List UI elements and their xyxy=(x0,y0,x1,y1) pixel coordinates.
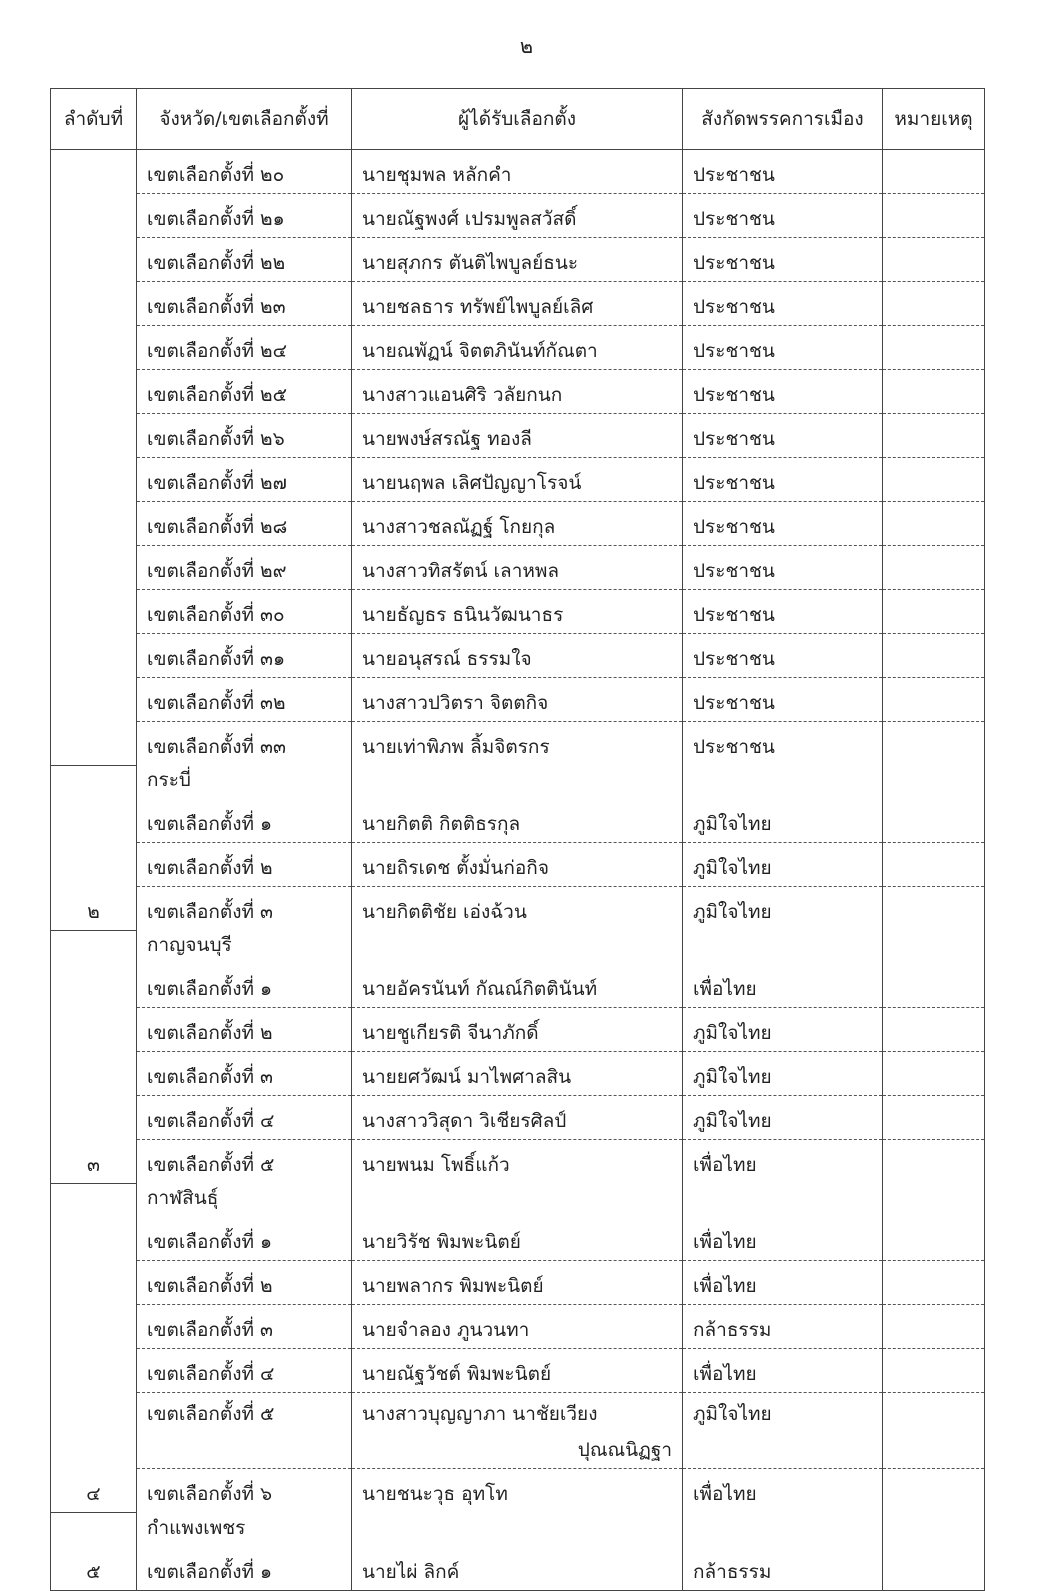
elected-name-cell xyxy=(352,238,683,282)
district-label: เขตเลือกตั้งที่ ๓๑ xyxy=(147,648,286,670)
remarks-cell xyxy=(883,458,985,502)
table-row xyxy=(51,1393,985,1469)
party-cell: ประชาชน xyxy=(683,194,883,238)
district-cell xyxy=(137,282,352,326)
order-cell xyxy=(51,150,137,766)
party-cell: ประชาชน xyxy=(683,546,883,590)
party-cell: ภูมิใจไทย xyxy=(683,887,883,931)
elected-name-cell xyxy=(352,930,683,1008)
district-label: เขตเลือกตั้งที่ ๑ xyxy=(147,1231,273,1253)
elected-name-cell xyxy=(352,1183,683,1261)
elected-name-cell xyxy=(352,634,683,678)
district-cell xyxy=(137,930,352,1008)
district-cell xyxy=(137,1512,352,1590)
district-label: เขตเลือกตั้งที่ ๒๙ xyxy=(147,560,287,582)
elected-name: นางสาวชลณัฏฐ์ โกยกุล xyxy=(362,516,556,538)
elected-name: นายชลธาร ทรัพย์ไพบูลย์เลิศ xyxy=(362,296,594,318)
party-cell: เพื่อไทย xyxy=(683,1183,883,1261)
table-row xyxy=(51,930,985,1008)
district-label: เขตเลือกตั้งที่ ๒๗ xyxy=(147,472,287,494)
district-cell xyxy=(137,678,352,722)
remarks-cell xyxy=(883,502,985,546)
remarks-cell xyxy=(883,150,985,194)
table-row xyxy=(51,1183,985,1261)
elected-name: นายณัฐพงศ์ เปรมพูลสวัสดิ์ xyxy=(362,208,577,230)
elected-name: นายกิตติชัย เอ่งฉ้วน xyxy=(362,901,527,923)
elected-name-cell xyxy=(352,1349,683,1393)
elected-name: นายชุมพล หลักคำ xyxy=(362,164,512,186)
remarks-cell xyxy=(883,414,985,458)
party-cell: ภูมิใจไทย xyxy=(683,1052,883,1096)
elected-name: นายไผ่ ลิกค์ xyxy=(362,1560,460,1583)
elected-name: นายวิรัช พิมพะนิตย์ xyxy=(362,1231,521,1253)
district-label: เขตเลือกตั้งที่ ๑ xyxy=(147,813,273,835)
district-cell xyxy=(137,458,352,502)
elected-name: นายพงษ์สรณัฐ ทองลี xyxy=(362,428,532,450)
remarks-cell xyxy=(883,326,985,370)
remarks-cell xyxy=(883,194,985,238)
elected-name: นายเท่าพิภพ ลิ้มจิตรกร xyxy=(362,736,550,758)
order-cell: ๔ xyxy=(51,1183,137,1512)
district-label: เขตเลือกตั้งที่ ๕ xyxy=(147,1403,275,1425)
elected-name: นางสาวแอนศิริ วลัยกนก xyxy=(362,384,563,406)
elected-name: นายนฤพล เลิศปัญญาโรจน์ xyxy=(362,472,582,494)
remarks-cell xyxy=(883,887,985,931)
table-row xyxy=(51,887,985,931)
remarks-cell xyxy=(883,590,985,634)
elected-name-cell xyxy=(352,1096,683,1140)
elected-name: นางสาวบุญญาภา นาชัยเวียง xyxy=(362,1403,598,1425)
header-province-district: จังหวัด/เขตเลือกตั้งที่ xyxy=(137,89,352,150)
district-cell xyxy=(137,1349,352,1393)
table-row xyxy=(51,414,985,458)
remarks-cell xyxy=(883,546,985,590)
elected-name-cell xyxy=(352,678,683,722)
district-label: เขตเลือกตั้งที่ ๓๓ xyxy=(147,736,287,758)
elected-name: นางสาววิสุดา วิเชียรศิลป์ xyxy=(362,1110,567,1132)
elected-name: นายสุภกร ตันติไพบูลย์ธนะ xyxy=(362,252,579,274)
district-cell xyxy=(137,722,352,766)
party-cell: ภูมิใจไทย xyxy=(683,843,883,887)
party-cell: กล้าธรรม xyxy=(683,1305,883,1349)
remarks-cell xyxy=(883,843,985,887)
remarks-cell xyxy=(883,1469,985,1513)
elected-name: นายชนะวุธ อุทโท xyxy=(362,1483,508,1505)
table-row xyxy=(51,238,985,282)
district-label: เขตเลือกตั้งที่ ๔ xyxy=(147,1110,275,1132)
district-cell xyxy=(137,1140,352,1184)
party-cell: ประชาชน xyxy=(683,722,883,766)
remarks-cell xyxy=(883,238,985,282)
party-cell: ประชาชน xyxy=(683,590,883,634)
district-cell xyxy=(137,1008,352,1052)
order-cell: ๓ xyxy=(51,930,137,1183)
table-row xyxy=(51,1140,985,1184)
elected-name-cell xyxy=(352,1305,683,1349)
remarks-cell xyxy=(883,722,985,766)
table-row xyxy=(51,458,985,502)
remarks-cell xyxy=(883,282,985,326)
order-cell: ๕ xyxy=(51,1512,137,1590)
province-name: กาฬสินธุ์ xyxy=(147,1187,219,1209)
district-cell xyxy=(137,370,352,414)
district-label: เขตเลือกตั้งที่ ๒๖ xyxy=(147,428,285,450)
elected-name-line2: ปุณณนิฏฐา xyxy=(577,1439,672,1461)
district-cell xyxy=(137,1305,352,1349)
elected-name-cell xyxy=(352,1008,683,1052)
table-row xyxy=(51,1096,985,1140)
remarks-cell xyxy=(883,678,985,722)
table-row xyxy=(51,678,985,722)
elected-name-cell xyxy=(352,326,683,370)
district-cell xyxy=(137,150,352,194)
district-label: เขตเลือกตั้งที่ ๒ xyxy=(147,857,273,879)
district-cell xyxy=(137,1261,352,1305)
district-label: เขตเลือกตั้งที่ ๒๐ xyxy=(147,164,285,186)
remarks-cell xyxy=(883,765,985,843)
party-cell: ประชาชน xyxy=(683,326,883,370)
remarks-cell xyxy=(883,1393,985,1469)
elected-name: นางสาวทิสรัตน์ เลาหพล xyxy=(362,560,560,582)
district-label: เขตเลือกตั้งที่ ๒ xyxy=(147,1022,273,1044)
remarks-cell xyxy=(883,634,985,678)
district-cell xyxy=(137,238,352,282)
elected-name: นายชูเกียรติ จีนาภักดิ์ xyxy=(362,1022,539,1044)
district-cell xyxy=(137,590,352,634)
table-row xyxy=(51,194,985,238)
province-name: กำแพงเพชร xyxy=(147,1516,246,1539)
elected-name: นายอนุสรณ์ ธรรมใจ xyxy=(362,648,532,670)
district-label: เขตเลือกตั้งที่ ๒๘ xyxy=(147,516,288,538)
table-row xyxy=(51,590,985,634)
party-cell: เพื่อไทย xyxy=(683,1349,883,1393)
district-label: เขตเลือกตั้งที่ ๒ xyxy=(147,1275,273,1297)
elected-name-cell xyxy=(352,887,683,931)
table-row xyxy=(51,634,985,678)
elected-name: นายธัญธร ธนินวัฒนาธร xyxy=(362,604,564,626)
district-label: เขตเลือกตั้งที่ ๒๑ xyxy=(147,208,285,230)
elected-name-cell xyxy=(352,282,683,326)
elected-name-cell xyxy=(352,370,683,414)
district-cell xyxy=(137,1469,352,1513)
district-cell xyxy=(137,887,352,931)
table-row xyxy=(51,765,985,843)
party-cell: ประชาชน xyxy=(683,678,883,722)
table-row xyxy=(51,1512,985,1590)
district-cell xyxy=(137,1393,352,1469)
table-row xyxy=(51,150,985,194)
elected-name-cell xyxy=(352,722,683,766)
table-row xyxy=(51,326,985,370)
district-label: เขตเลือกตั้งที่ ๒๒ xyxy=(147,252,286,274)
remarks-cell xyxy=(883,370,985,414)
district-label: เขตเลือกตั้งที่ ๒๓ xyxy=(147,296,286,318)
district-label: เขตเลือกตั้งที่ ๔ xyxy=(147,1363,275,1385)
district-cell xyxy=(137,1183,352,1261)
elected-name: นายกิตติ กิตติธรกุล xyxy=(362,813,521,835)
table-row xyxy=(51,546,985,590)
elected-name: นายจำลอง ภูนวนทา xyxy=(362,1319,530,1341)
elected-name: นายอัครนันท์ กัณณ์กิตตินันท์ xyxy=(362,978,598,1000)
remarks-cell xyxy=(883,1052,985,1096)
district-label: เขตเลือกตั้งที่ ๒๕ xyxy=(147,384,287,406)
remarks-cell xyxy=(883,1261,985,1305)
party-cell: เพื่อไทย xyxy=(683,1469,883,1513)
party-cell: ประชาชน xyxy=(683,414,883,458)
district-cell xyxy=(137,1052,352,1096)
party-cell: ประชาชน xyxy=(683,370,883,414)
party-cell: ประชาชน xyxy=(683,502,883,546)
page-number: ๒ xyxy=(519,34,534,58)
party-cell: กล้าธรรม xyxy=(683,1512,883,1590)
remarks-cell xyxy=(883,1349,985,1393)
elected-name-cell xyxy=(352,414,683,458)
table-row xyxy=(51,722,985,766)
table-row xyxy=(51,502,985,546)
party-cell: ประชาชน xyxy=(683,458,883,502)
elected-name-cell xyxy=(352,1052,683,1096)
district-cell xyxy=(137,634,352,678)
elected-name-cell xyxy=(352,1393,683,1469)
party-cell: ภูมิใจไทย xyxy=(683,1008,883,1052)
party-cell: ประชาชน xyxy=(683,238,883,282)
elected-name-cell xyxy=(352,1512,683,1590)
remarks-cell xyxy=(883,1305,985,1349)
district-label: เขตเลือกตั้งที่ ๓๒ xyxy=(147,692,286,714)
district-label: เขตเลือกตั้งที่ ๓ xyxy=(147,1319,274,1341)
district-cell xyxy=(137,414,352,458)
district-label: เขตเลือกตั้งที่ ๑ xyxy=(147,1560,273,1583)
district-cell xyxy=(137,765,352,843)
order-cell: ๒ xyxy=(51,765,137,930)
table-row xyxy=(51,1008,985,1052)
remarks-cell xyxy=(883,1512,985,1590)
elected-name: นายถิรเดช ตั้งมั่นก่อกิจ xyxy=(362,857,549,879)
elected-name: นายณพัฏน์ จิตตภินันท์กัณตา xyxy=(362,340,598,362)
remarks-cell xyxy=(883,1140,985,1184)
table-row xyxy=(51,1261,985,1305)
party-cell: ประชาชน xyxy=(683,150,883,194)
elected-name-cell xyxy=(352,843,683,887)
party-cell: ภูมิใจไทย xyxy=(683,765,883,843)
elected-name: นายพลากร พิมพะนิตย์ xyxy=(362,1275,544,1297)
district-cell xyxy=(137,843,352,887)
header-remarks: หมายเหตุ xyxy=(883,89,985,150)
election-results-table xyxy=(50,88,985,1591)
party-cell: เพื่อไทย xyxy=(683,1140,883,1184)
elected-name-cell xyxy=(352,1261,683,1305)
table-row xyxy=(51,282,985,326)
remarks-cell xyxy=(883,930,985,1008)
district-label: เขตเลือกตั้งที่ ๖ xyxy=(147,1483,273,1505)
party-cell: ประชาชน xyxy=(683,282,883,326)
party-cell: เพื่อไทย xyxy=(683,930,883,1008)
elected-name: นายยศวัฒน์ มาไพศาลสิน xyxy=(362,1066,572,1088)
header-elected-person: ผู้ได้รับเลือกตั้ง xyxy=(352,89,683,150)
district-label: เขตเลือกตั้งที่ ๕ xyxy=(147,1154,275,1176)
elected-name-cell xyxy=(352,502,683,546)
district-label: เขตเลือกตั้งที่ ๓ xyxy=(147,901,274,923)
header-order: ลำดับที่ xyxy=(51,89,137,150)
elected-name-cell xyxy=(352,590,683,634)
elected-name-cell xyxy=(352,150,683,194)
district-label: เขตเลือกตั้งที่ ๓ xyxy=(147,1066,274,1088)
party-cell: เพื่อไทย xyxy=(683,1261,883,1305)
remarks-cell xyxy=(883,1008,985,1052)
elected-name-cell xyxy=(352,546,683,590)
elected-name-cell xyxy=(352,765,683,843)
party-cell: ประชาชน xyxy=(683,634,883,678)
district-label: เขตเลือกตั้งที่ ๓๐ xyxy=(147,604,285,626)
elected-name-cell xyxy=(352,194,683,238)
table-row xyxy=(51,1469,985,1513)
elected-name-cell xyxy=(352,1140,683,1184)
province-name: กาญจนบุรี xyxy=(147,934,232,956)
elected-name-cell xyxy=(352,458,683,502)
remarks-cell xyxy=(883,1096,985,1140)
district-label: เขตเลือกตั้งที่ ๒๔ xyxy=(147,340,287,362)
party-cell: ภูมิใจไทย xyxy=(683,1096,883,1140)
district-label: เขตเลือกตั้งที่ ๑ xyxy=(147,978,273,1000)
table-row xyxy=(51,1349,985,1393)
elected-name: นายณัฐวัชต์ พิมพะนิตย์ xyxy=(362,1363,552,1385)
party-cell: ภูมิใจไทย xyxy=(683,1393,883,1469)
district-cell xyxy=(137,326,352,370)
table-row xyxy=(51,370,985,414)
remarks-cell xyxy=(883,1183,985,1261)
table-header-row xyxy=(51,89,985,150)
district-cell xyxy=(137,1096,352,1140)
province-name: กระบี่ xyxy=(147,769,191,791)
elected-name: นายพนม โพธิ์แก้ว xyxy=(362,1154,510,1176)
table-row xyxy=(51,1052,985,1096)
table-row xyxy=(51,843,985,887)
elected-name-cell xyxy=(352,1469,683,1513)
table-body xyxy=(51,150,985,1591)
district-cell xyxy=(137,194,352,238)
header-party: สังกัดพรรคการเมือง xyxy=(683,89,883,150)
district-cell xyxy=(137,502,352,546)
district-cell xyxy=(137,546,352,590)
elected-name: นางสาวปวิตรา จิตตกิจ xyxy=(362,692,549,714)
table-row xyxy=(51,1305,985,1349)
